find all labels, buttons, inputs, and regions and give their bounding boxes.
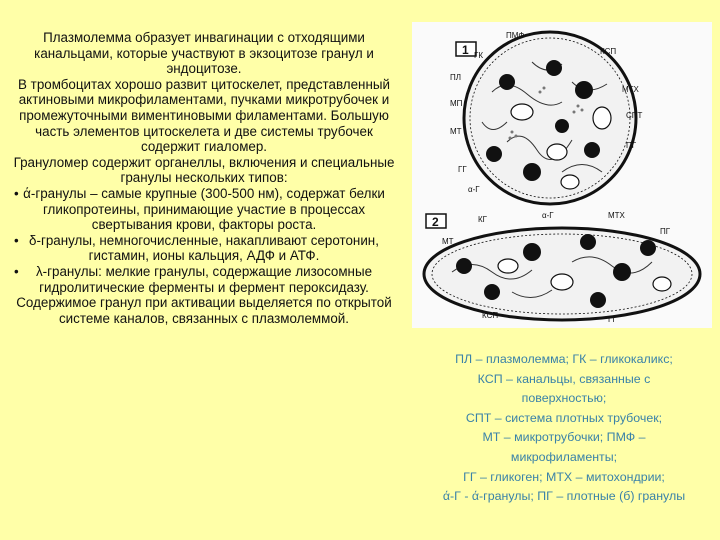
legend-line: микрофиламенты;	[510, 449, 618, 464]
legend-line: СПТ – система плотных трубочек;	[465, 410, 663, 425]
bullet-delta-granules	[8, 233, 400, 264]
label-mt: МТ	[450, 127, 462, 136]
legend-line: ПЛ – плазмолемма; ГК – гликокаликс;	[455, 352, 673, 366]
paragraph-cytoskeleton: В тромбоцитах хорошо развит цитоскелет, представленный актиновыми микрофиламентами, пучками микротрубочек и промежуточными виментиновыми филаментами. Большую часть элементов цитоскелета и две системы трубочек содержит гиаломер.	[18, 76, 390, 155]
label-spt: СПТ	[626, 111, 643, 120]
label-pg: ПГ	[626, 141, 637, 150]
label-pg-2: ПГ	[660, 227, 671, 236]
figure-number-2: 2	[432, 215, 439, 229]
label-pl: ПЛ	[450, 73, 461, 82]
label-gg-2: ГГ	[608, 315, 617, 324]
bullet-text: λ-гранулы: мелкие гранулы, содержащие лизосомные гидролитические ферменты и фермент пероксидазу.	[35, 263, 373, 295]
label-gg: ГГ	[458, 165, 467, 174]
label-alpha-g-2: α-Г	[542, 211, 554, 220]
paragraph-plasmalemma: Плазмолемма образует инвагинации с отходящими канальцами, которые участвуют в экзоцитозе гранул и эндоцитозе.	[34, 30, 374, 77]
bullet-text: δ-гранулы, немногочисленные, накапливают серотонин, гистамин, ионы кальция, АДФ и АТФ.	[29, 232, 379, 264]
bullet-lambda-granules	[8, 264, 400, 295]
label-gk: ГК	[474, 51, 483, 60]
bullet-alpha-granules	[8, 186, 400, 233]
bullet-marker: •	[14, 263, 19, 279]
platelet-oval	[424, 211, 700, 324]
legend-line: ГГ – гликоген; МТХ – митохондрии;	[463, 469, 665, 484]
label-mt-2: МТ	[442, 237, 454, 246]
bullet-marker: •	[14, 185, 19, 201]
label-ksp: КСП	[600, 47, 617, 56]
label-pmf: ПМФ	[506, 31, 525, 40]
label-alpha-g: α-Г	[468, 185, 480, 194]
paragraph-granule-release: Содержимое гранул при активации выделяется по открытой системе каналов, связанных с плазмолеммой.	[16, 295, 392, 326]
platelet-diagram-svg	[412, 22, 712, 328]
bullet-text: ά-гранулы – самые крупные (300-500 нм), содержат белки гликопротеины, принимающие участие в процессах свертывания крови, факторы роста.	[23, 185, 385, 233]
legend-line: КСП – канальцы, связанные с	[477, 371, 651, 386]
platelet-diagram	[412, 22, 712, 328]
label-mp: МП	[450, 99, 463, 108]
description-text	[8, 30, 400, 326]
label-ksp-2: КСП	[482, 311, 499, 320]
legend-line: ά-Г - ά-гранулы; ПГ – плотные (б) гранулы	[442, 489, 686, 504]
label-mtx-2: МТХ	[608, 211, 625, 220]
paragraph-granulomere: Грануломер содержит органеллы, включения и специальные гранулы нескольких типов:	[13, 154, 395, 186]
platelet-round	[450, 31, 643, 204]
figure-legend	[408, 350, 720, 507]
bullet-marker: •	[14, 232, 19, 248]
figure-number-1: 1	[462, 43, 469, 57]
legend-line: поверхностью;	[521, 391, 607, 406]
legend-line: МТ – микротрубочки; ПМФ –	[482, 430, 646, 445]
label-kg: КГ	[478, 215, 487, 224]
label-mtx: МТХ	[622, 85, 639, 94]
